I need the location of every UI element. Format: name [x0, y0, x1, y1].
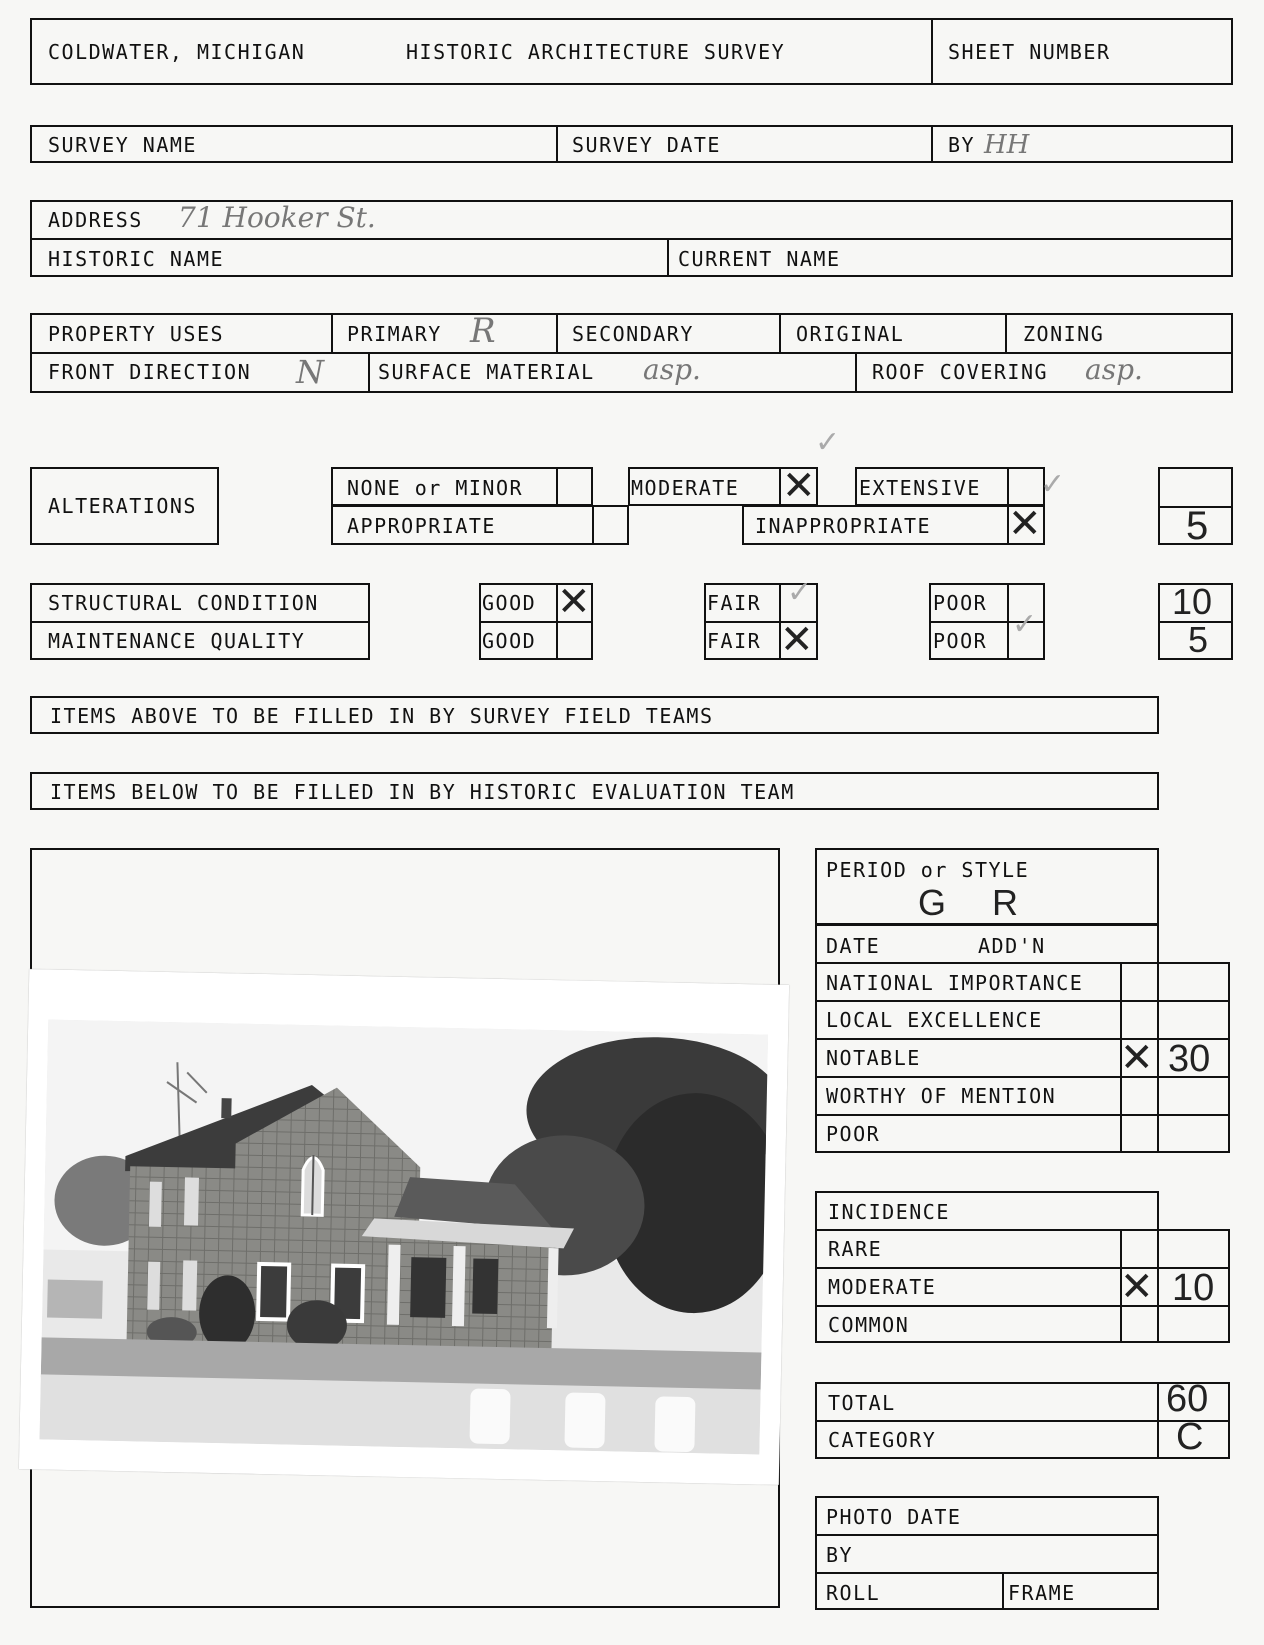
- photo-roll-label: ROLL: [826, 1581, 881, 1605]
- alt-appropriate-check-divider: [592, 505, 594, 545]
- maintenance-good-label: GOOD: [482, 629, 537, 653]
- alt-moderate-label: MODERATE: [631, 476, 740, 500]
- historic-name-label: HISTORIC NAME: [48, 247, 225, 271]
- poor-check-divider: [1007, 583, 1009, 660]
- maintenance-poor-label: POOR: [933, 629, 988, 653]
- incidence-label: INCIDENCE: [828, 1200, 950, 1224]
- maintenance-quality-label: MAINTENANCE QUALITY: [48, 629, 306, 653]
- alt-extensive-label: EXTENSIVE: [859, 476, 981, 500]
- property-divider-3: [779, 313, 781, 352]
- photo-date-label: PHOTO DATE: [826, 1505, 962, 1529]
- importance-local-label: LOCAL EXCELLENCE: [826, 1008, 1043, 1032]
- header-divider: [931, 18, 933, 85]
- roof-covering-label: ROOF COVERING: [872, 360, 1049, 384]
- roof-covering-value: asp.: [1085, 353, 1143, 386]
- alt-appropriate-label: APPROPRIATE: [347, 514, 496, 538]
- incidence-rare-label: RARE: [828, 1237, 883, 1261]
- structural-condition-label: STRUCTURAL CONDITION: [48, 591, 319, 615]
- importance-row-divider-2: [815, 1000, 1230, 1002]
- total-row-divider: [815, 1420, 1230, 1422]
- property-divider-6: [855, 352, 857, 393]
- importance-worthy-label: WORTHY OF MENTION: [826, 1084, 1057, 1108]
- maintenance-fair-label: FAIR: [707, 629, 762, 653]
- front-direction-label: FRONT DIRECTION: [48, 360, 252, 384]
- property-divider-4: [1005, 313, 1007, 352]
- structural-poor-label: POOR: [933, 591, 988, 615]
- incidence-moderate-mark: ✕: [1120, 1265, 1154, 1309]
- alt-moderate-check-mark: ✓: [815, 425, 841, 460]
- condition-label-divider: [30, 621, 370, 623]
- property-row-divider: [30, 352, 1233, 354]
- header-title: HISTORIC ARCHITECTURE SURVEY: [406, 40, 786, 64]
- importance-row-divider-5: [815, 1114, 1230, 1116]
- incidence-row-divider-3: [815, 1305, 1230, 1307]
- surface-material-value: asp.: [643, 353, 701, 386]
- sheet-number-label: SHEET NUMBER: [948, 40, 1111, 64]
- structural-score-value: 10: [1172, 581, 1213, 622]
- category-value: C: [1176, 1416, 1204, 1458]
- property-divider-5: [368, 352, 370, 393]
- property-uses-label: PROPERTY USES: [48, 322, 225, 346]
- front-direction-value: N: [296, 353, 324, 391]
- importance-poor-label: POOR: [826, 1122, 881, 1146]
- date-label: DATE: [826, 934, 881, 958]
- importance-notable-mark: ✕: [1120, 1036, 1154, 1080]
- survey-by-value: HH: [984, 130, 1030, 160]
- primary-value: R: [470, 311, 496, 351]
- survey-name-label: SURVEY NAME: [48, 133, 197, 157]
- maintenance-fair-x-mark: ✕: [780, 618, 814, 662]
- zoning-label: ZONING: [1023, 322, 1105, 346]
- total-value: 60: [1166, 1378, 1209, 1420]
- category-label: CATEGORY: [828, 1428, 937, 1452]
- photo-frame-label: FRAME: [1008, 1581, 1076, 1605]
- total-label: TOTAL: [828, 1391, 896, 1415]
- alterations-label: ALTERATIONS: [48, 494, 197, 518]
- photo-info-roll-divider: [1002, 1572, 1004, 1610]
- property-divider-2: [556, 313, 558, 352]
- header-location: COLDWATER, MICHIGAN: [48, 40, 306, 64]
- alt-moderate-x-mark: ✕: [782, 464, 816, 508]
- address-row-divider: [30, 238, 1233, 240]
- importance-row-divider-1: [815, 962, 1230, 964]
- current-name-label: CURRENT NAME: [678, 247, 841, 271]
- alt-extensive-check-divider: [1007, 467, 1009, 506]
- survey-by-label: BY: [948, 133, 976, 157]
- alt-inappropriate-x-mark: ✕: [1008, 502, 1042, 546]
- incidence-common-label: COMMON: [828, 1313, 910, 1337]
- address-label: ADDRESS: [48, 208, 143, 232]
- structural-fair-check-mark: ✓: [787, 575, 813, 610]
- structural-fair-label: FAIR: [707, 591, 762, 615]
- incidence-row-divider-1: [815, 1229, 1230, 1231]
- structural-good-label: GOOD: [482, 591, 537, 615]
- alt-inappropriate-label: INAPPROPRIATE: [755, 514, 932, 538]
- addn-label: ADD'N: [978, 934, 1046, 958]
- secondary-label: SECONDARY: [572, 322, 694, 346]
- importance-score-divider: [1157, 962, 1159, 1153]
- property-divider-1: [331, 313, 333, 352]
- survey-date-label: SURVEY DATE: [572, 133, 721, 157]
- total-score-divider: [1157, 1382, 1159, 1459]
- primary-label: PRIMARY: [347, 322, 442, 346]
- notes-above-text: ITEMS ABOVE TO BE FILLED IN BY SURVEY FIELD TEAMS: [50, 704, 714, 728]
- maintenance-score-value: 5: [1188, 619, 1209, 660]
- maintenance-poor-check-mark: ✓: [1012, 607, 1038, 642]
- alt-moderate-check-divider: [779, 467, 781, 506]
- original-label: ORIGINAL: [796, 322, 905, 346]
- alt-none-label: NONE or MINOR: [347, 476, 524, 500]
- alt-extensive-check-mark: ✓: [1040, 467, 1066, 502]
- notes-below-text: ITEMS BELOW TO BE FILLED IN BY HISTORIC EVALUATION TEAM: [50, 780, 795, 804]
- surface-material-label: SURFACE MATERIAL: [378, 360, 595, 384]
- house-photograph: [19, 969, 789, 1485]
- photo-by-label: BY: [826, 1543, 854, 1567]
- alt-score-value: 5: [1186, 504, 1209, 548]
- alt-none-check-divider: [556, 467, 558, 506]
- address-col-divider: [667, 238, 669, 277]
- importance-notable-label: NOTABLE: [826, 1046, 921, 1070]
- incidence-moderate-label: MODERATE: [828, 1275, 937, 1299]
- incidence-row-divider-2: [815, 1267, 1230, 1269]
- house-photo-image: [39, 1020, 768, 1455]
- importance-notable-score: 30: [1168, 1038, 1211, 1080]
- photo-info-divider-1: [815, 1534, 1159, 1536]
- period-label: PERIOD or STYLE: [826, 858, 1030, 882]
- incidence-score-divider: [1157, 1229, 1159, 1343]
- photo-info-divider-2: [815, 1572, 1159, 1574]
- address-value: 71 Hooker St.: [178, 201, 376, 234]
- period-value: G R: [918, 882, 1037, 923]
- incidence-moderate-score: 10: [1172, 1267, 1215, 1309]
- structural-good-x-mark: ✕: [557, 580, 591, 624]
- importance-national-label: NATIONAL IMPORTANCE: [826, 971, 1084, 995]
- survey-divider-2: [931, 125, 933, 163]
- survey-divider-1: [556, 125, 558, 163]
